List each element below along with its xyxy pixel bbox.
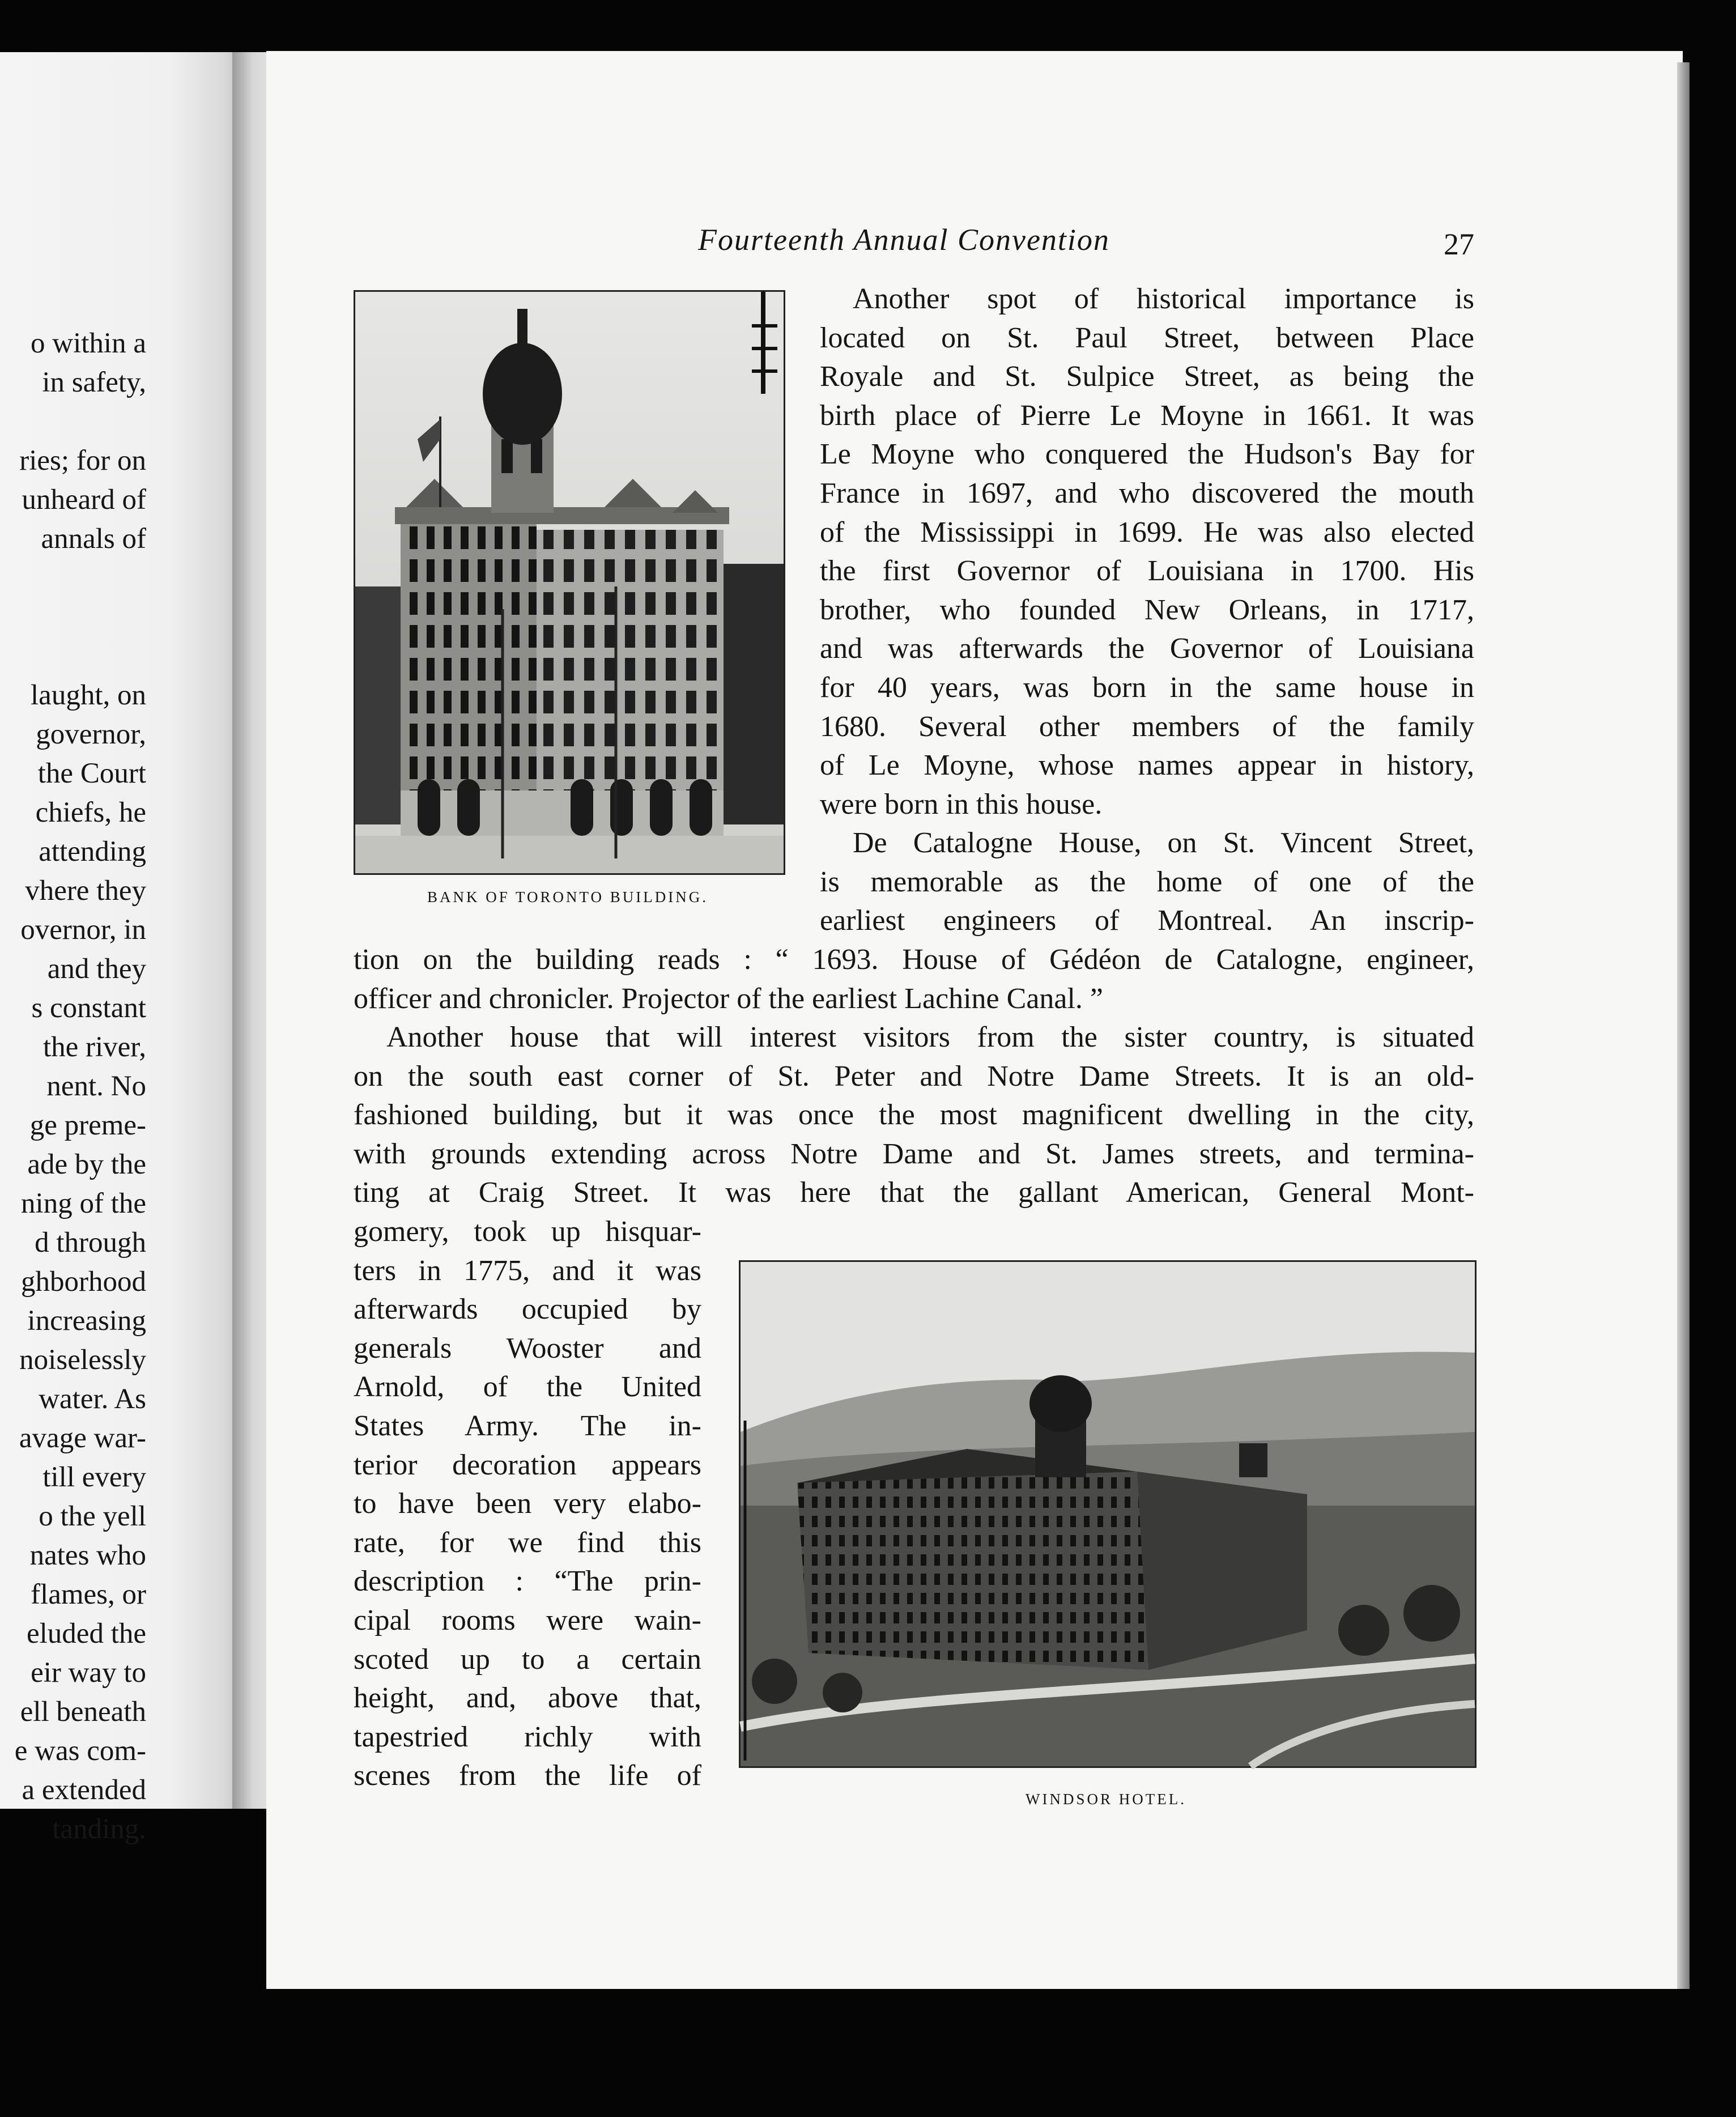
left-page-line [0, 637, 146, 676]
text-line: Arnold, of the United [354, 1371, 701, 1404]
left-page-line: nates who [29, 1540, 146, 1571]
text-line: earliest engineers of Montreal. An inscrip- [820, 904, 1474, 937]
page-number: 27 [1444, 227, 1474, 261]
text-line: of the Mississippi in 1699. He was also elected [820, 516, 1474, 549]
text-line: officer and chronicler. Projector of the earliest Lachine Canal. ” [354, 982, 1104, 1015]
left-page-line: nent. No [46, 1070, 146, 1102]
text-line: of Le Moyne, whose names appear in history, [820, 749, 1474, 782]
text-line: Le Moyne who conquered the Hudson's Bay for [820, 438, 1474, 471]
text-line: Another house that will interest visitors from the sister country, is situated [386, 1021, 1474, 1053]
windsor-hotel-photo [739, 1260, 1477, 1768]
paragraph-montgomery-house [354, 1018, 1474, 1213]
text-line: De Catalogne House, on St. Vincent Street, [853, 827, 1474, 859]
text-line: rate, for we find this [354, 1526, 701, 1559]
text-line: Royale and St. Sulpice Street, as being the [820, 360, 1474, 393]
text-line: France in 1697, and who discovered the mouth [820, 477, 1474, 509]
left-page [0, 52, 244, 1845]
left-page-line: laught, on [31, 679, 146, 711]
left-page-line: till every [42, 1461, 146, 1493]
bank-of-toronto-caption: BANK OF TORONTO BUILDING. [427, 889, 709, 906]
text-line: is memorable as the home of one of the [820, 865, 1474, 898]
left-page-line: unheard of [22, 484, 146, 516]
text-line: fashioned building, but it was once the most magnificent dwelling in the city, [354, 1099, 1474, 1132]
text-line: 1680. Several other members of the family [820, 710, 1474, 743]
text-line: birth place of Pierre Le Moyne in 1661. It was [820, 399, 1474, 432]
left-page-line: water. As [39, 1383, 146, 1415]
left-page-line: a extended [22, 1774, 146, 1806]
left-page-line: ge preme- [29, 1109, 146, 1141]
text-line: height, and, above that, [354, 1682, 701, 1715]
left-page-line: the Court [37, 758, 146, 789]
text-line: with grounds extending across Notre Dame and St. James streets, and termina- [354, 1137, 1474, 1170]
left-page-line: eir way to [31, 1657, 146, 1689]
text-line: cipal rooms were wain- [354, 1604, 701, 1636]
left-page-line: the river, [42, 1031, 146, 1063]
left-page-line: e was com- [14, 1735, 146, 1767]
text-line: and was afterwards the Governor of Louisiana [820, 632, 1474, 665]
text-line: the first Governor of Louisiana in 1700. His [820, 555, 1474, 588]
left-page-line: s constant [31, 992, 146, 1024]
page-edge [1677, 62, 1690, 1989]
text-line: gomery, took up hisquar- [354, 1215, 701, 1248]
left-page-line: vhere they [25, 875, 146, 907]
left-page-text [0, 324, 146, 1849]
text-line: for 40 years, was born in the same house in [820, 671, 1474, 704]
left-page-line: ghborhood [21, 1266, 146, 1298]
left-page-line: d through [35, 1227, 146, 1259]
text-line: on the south east corner of St. Peter and Notre Dame Streets. It is an old- [354, 1060, 1474, 1092]
left-page-line [0, 402, 146, 441]
paragraph-montgomery-house-continued [354, 1213, 701, 1796]
windsor-hotel-caption: WINDSOR HOTEL. [1026, 1791, 1186, 1808]
text-line: ters in 1775, and it was [354, 1254, 701, 1287]
left-page-line: tanding. [52, 1813, 146, 1845]
left-page-line: ell beneath [20, 1696, 146, 1728]
left-page-line: ries; for on [19, 445, 146, 477]
text-line: description : “The prin- [354, 1565, 701, 1598]
paragraph-de-catalogne-start [820, 824, 1474, 941]
left-page-line: increasing [27, 1305, 146, 1337]
left-page-line: avage war- [19, 1422, 146, 1454]
text-line: Another spot of historical importance is [853, 283, 1474, 315]
left-page-line [0, 559, 146, 598]
left-page-line: flames, or [31, 1579, 146, 1610]
running-head: Fourteenth Annual Convention [698, 223, 1110, 257]
text-line: terior decoration appears [354, 1448, 701, 1481]
bank-of-toronto-photo [354, 290, 785, 875]
left-page-line: ade by the [27, 1149, 146, 1180]
paragraph-de-catalogne-end [354, 941, 1474, 1018]
left-page-line: in safety, [42, 367, 146, 398]
text-line: brother, who founded New Orleans, in 1717, [820, 593, 1474, 626]
left-page-line: governor, [36, 719, 146, 750]
left-page-line: attending [39, 836, 146, 868]
left-page-line: overnor, in [20, 914, 146, 946]
text-line: ting at Craig Street. It was here that the gallant American, General Mont- [354, 1176, 1474, 1209]
text-line: to have been very elabo- [354, 1487, 701, 1520]
left-page-line: chiefs, he [35, 797, 146, 828]
left-page-line: annals of [41, 523, 146, 555]
text-line: scoted up to a certain [354, 1643, 701, 1676]
left-page-line: o the yell [39, 1500, 146, 1532]
text-line: tapestried richly with [354, 1720, 701, 1753]
left-page-line: noiselessly [19, 1344, 146, 1376]
paragraph-le-moyne [820, 280, 1474, 824]
text-line: afterwards occupied by [354, 1293, 701, 1326]
text-line: were born in this house. [820, 788, 1103, 821]
left-page-line: o within a [31, 328, 146, 359]
text-line: tion on the building reads : “ 1693. House of Gédéon de Catalogne, engineer, [354, 943, 1474, 976]
text-line: generals Wooster and [354, 1332, 701, 1364]
text-line: States Army. The in- [354, 1409, 701, 1442]
left-page-line: eluded the [27, 1618, 146, 1650]
left-page-line: and they [47, 953, 146, 985]
windsor-hotel-illustration [741, 1262, 1475, 1766]
left-page-line: ning of the [21, 1188, 146, 1219]
text-line: located on St. Paul Street, between Place [820, 321, 1474, 354]
left-page-line [0, 598, 146, 637]
bank-building-illustration [355, 292, 784, 873]
text-line: scenes from the life of [354, 1759, 701, 1792]
